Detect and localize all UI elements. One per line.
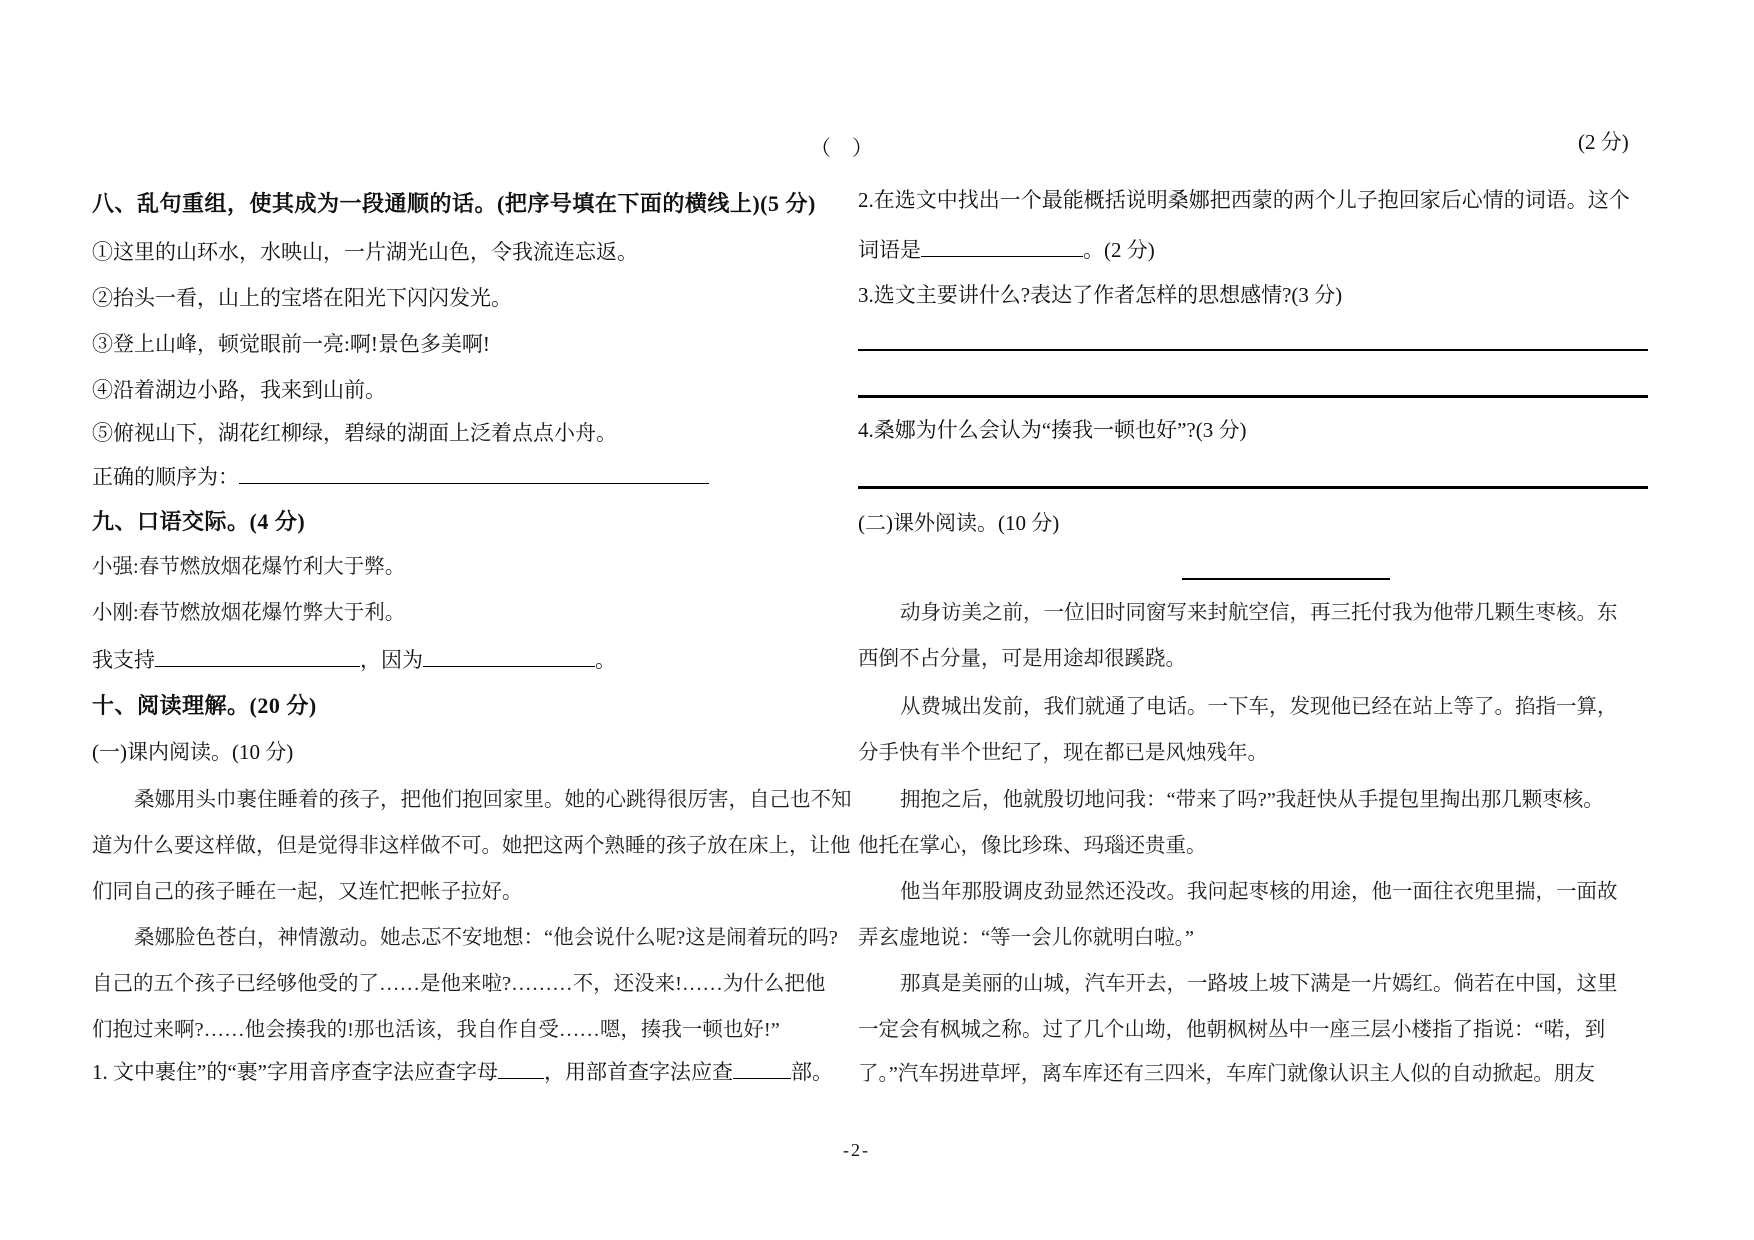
answer-line [858,486,1648,489]
question-2-blank [921,253,1083,257]
passage2-line: 拥抱之后，他就殷切地问我：“带来了吗?”我赶快从手提包里掏出那几颗枣核。 [900,789,1604,811]
question-3: 3.选文主要讲什么?表达了作者怎样的思想感情?(3 分) [858,283,1343,307]
passage1-line: 桑娜脸色苍白，神情激动。她忐忑不安地想：“他会说什么呢?这是闹着玩的吗? [134,927,838,949]
support-end: 。 [595,648,616,672]
passage2-line: 弄玄虚地说：“等一会儿你就明白啦。” [858,927,1194,949]
passage2-line: 一定会有枫城之称。过了几个山坳，他朝枫树丛中一座三层小楼指了指说：“喏，到 [858,1019,1606,1041]
passage1-line: 道为什么要这样做，但是觉得非这样做不可。她把这两个熟睡的孩子放在床上，让他 [92,835,851,857]
support-prefix: 我支持 [92,648,155,672]
question-1-mid: ，用部首查字法应查 [543,1060,733,1084]
answer-line [858,349,1648,351]
section-9-heading: 九、口语交际。(4 分) [92,509,306,534]
passage2-line: 了。”汽车拐进草坪，离车库还有三四米，车库门就像认识主人似的自动掀起。朋友 [858,1063,1595,1085]
question-1-end: 部。 [790,1060,833,1084]
order-answer-label: 正确的顺序为： [92,465,239,489]
order-answer-row [92,463,709,491]
passage2-line: 分手快有半个世纪了，现在都已是风烛残年。 [858,742,1268,764]
question-2-answer-row [858,236,1155,264]
section-8-heading: 八、乱句重组，使其成为一段通顺的话。(把序号填在下面的横线上)(5 分) [92,191,816,216]
question-1-prefix: 1. 文中裹住”的“裹”字用音序查字法应查字母 [92,1060,498,1084]
passage2-line: 那真是美丽的山城，汽车开去，一路坡上坡下满是一片嫣红。倘若在中国，这里 [900,973,1618,995]
passage1-line: 自己的五个孩子已经够他受的了……是他来啦?………不，还没来!……为什么把他 [92,973,826,995]
support-blank-1 [155,663,360,667]
sentence-item-4: ④沿着湖边小路，我来到山前。 [92,378,386,402]
support-mid: ，因为 [360,648,423,672]
dialog-xiaogang: 小刚:春节燃放烟花爆竹弊大于利。 [92,602,406,624]
question-1-row [92,1058,833,1086]
passage2-line: 西倒不占分量，可是用途却很蹊跷。 [858,648,1186,670]
passage1-line: 桑娜用头巾裹住睡着的孩子，把他们抱回家里。她的心跳得很厉害，自己也不知 [134,789,852,811]
part-2-label: (二)课外阅读。(10 分) [858,511,1060,535]
sentence-item-1: ①这里的山环水，水映山，一片湖光山色，令我流连忘返。 [92,240,638,264]
question-4: 4.桑娜为什么会认为“揍我一顿也好”?(3 分) [858,418,1247,442]
passage2-line: 他当年那股调皮劲显然还没改。我问起枣核的用途，他一面往衣兜里揣，一面故 [900,881,1618,903]
passage1-line: 们同自己的孩子睡在一起，又连忙把帐子拉好。 [92,881,523,903]
passage2-title-blank [1182,578,1390,580]
top-parentheses-remnant: （ ） [810,136,873,160]
passage2-line: 从费城出发前，我们就通了电话。一下车，发现他已经在站上等了。掐指一算， [900,696,1618,718]
support-answer-row [92,646,616,674]
sentence-item-2: ②抬头一看，山上的宝塔在阳光下闪闪发光。 [92,286,512,310]
sentence-item-3: ③登上山峰，顿觉眼前一亮:啊!景色多美啊! [92,332,490,356]
question-2-line-1: 2.在选文中找出一个最能概括说明桑娜把西蒙的两个儿子抱回家后心情的词语。这个 [858,188,1630,212]
part-1-label: (一)课内阅读。(10 分) [92,740,294,764]
page-number: -2- [843,1140,870,1160]
passage1-line: 们抱过来啊?……他会揍我的!那也活该，我自作自受……嗯，揍我一顿也好!” [92,1019,780,1041]
question-1-blank-1 [498,1075,544,1079]
support-blank-2 [423,663,595,667]
top-score-remnant: (2 分) [1578,130,1629,154]
question-1-blank-2 [733,1075,791,1079]
question-2-end: 。(2 分) [1083,238,1155,262]
section-10-heading: 十、阅读理解。(20 分) [92,693,317,718]
dialog-xiaoqiang: 小强:春节燃放烟花爆竹利大于弊。 [92,556,406,578]
passage2-line: 他托在掌心，像比珍珠、玛瑙还贵重。 [858,835,1207,857]
answer-line [858,395,1648,398]
passage2-line: 动身访美之前，一位旧时同窗写来封航空信，再三托付我为他带几颗生枣核。东 [900,602,1618,624]
sentence-item-5: ⑤俯视山下，湖花红柳绿，碧绿的湖面上泛着点点小舟。 [92,421,617,445]
order-answer-blank [239,480,709,484]
question-2-prefix: 词语是 [858,238,921,262]
